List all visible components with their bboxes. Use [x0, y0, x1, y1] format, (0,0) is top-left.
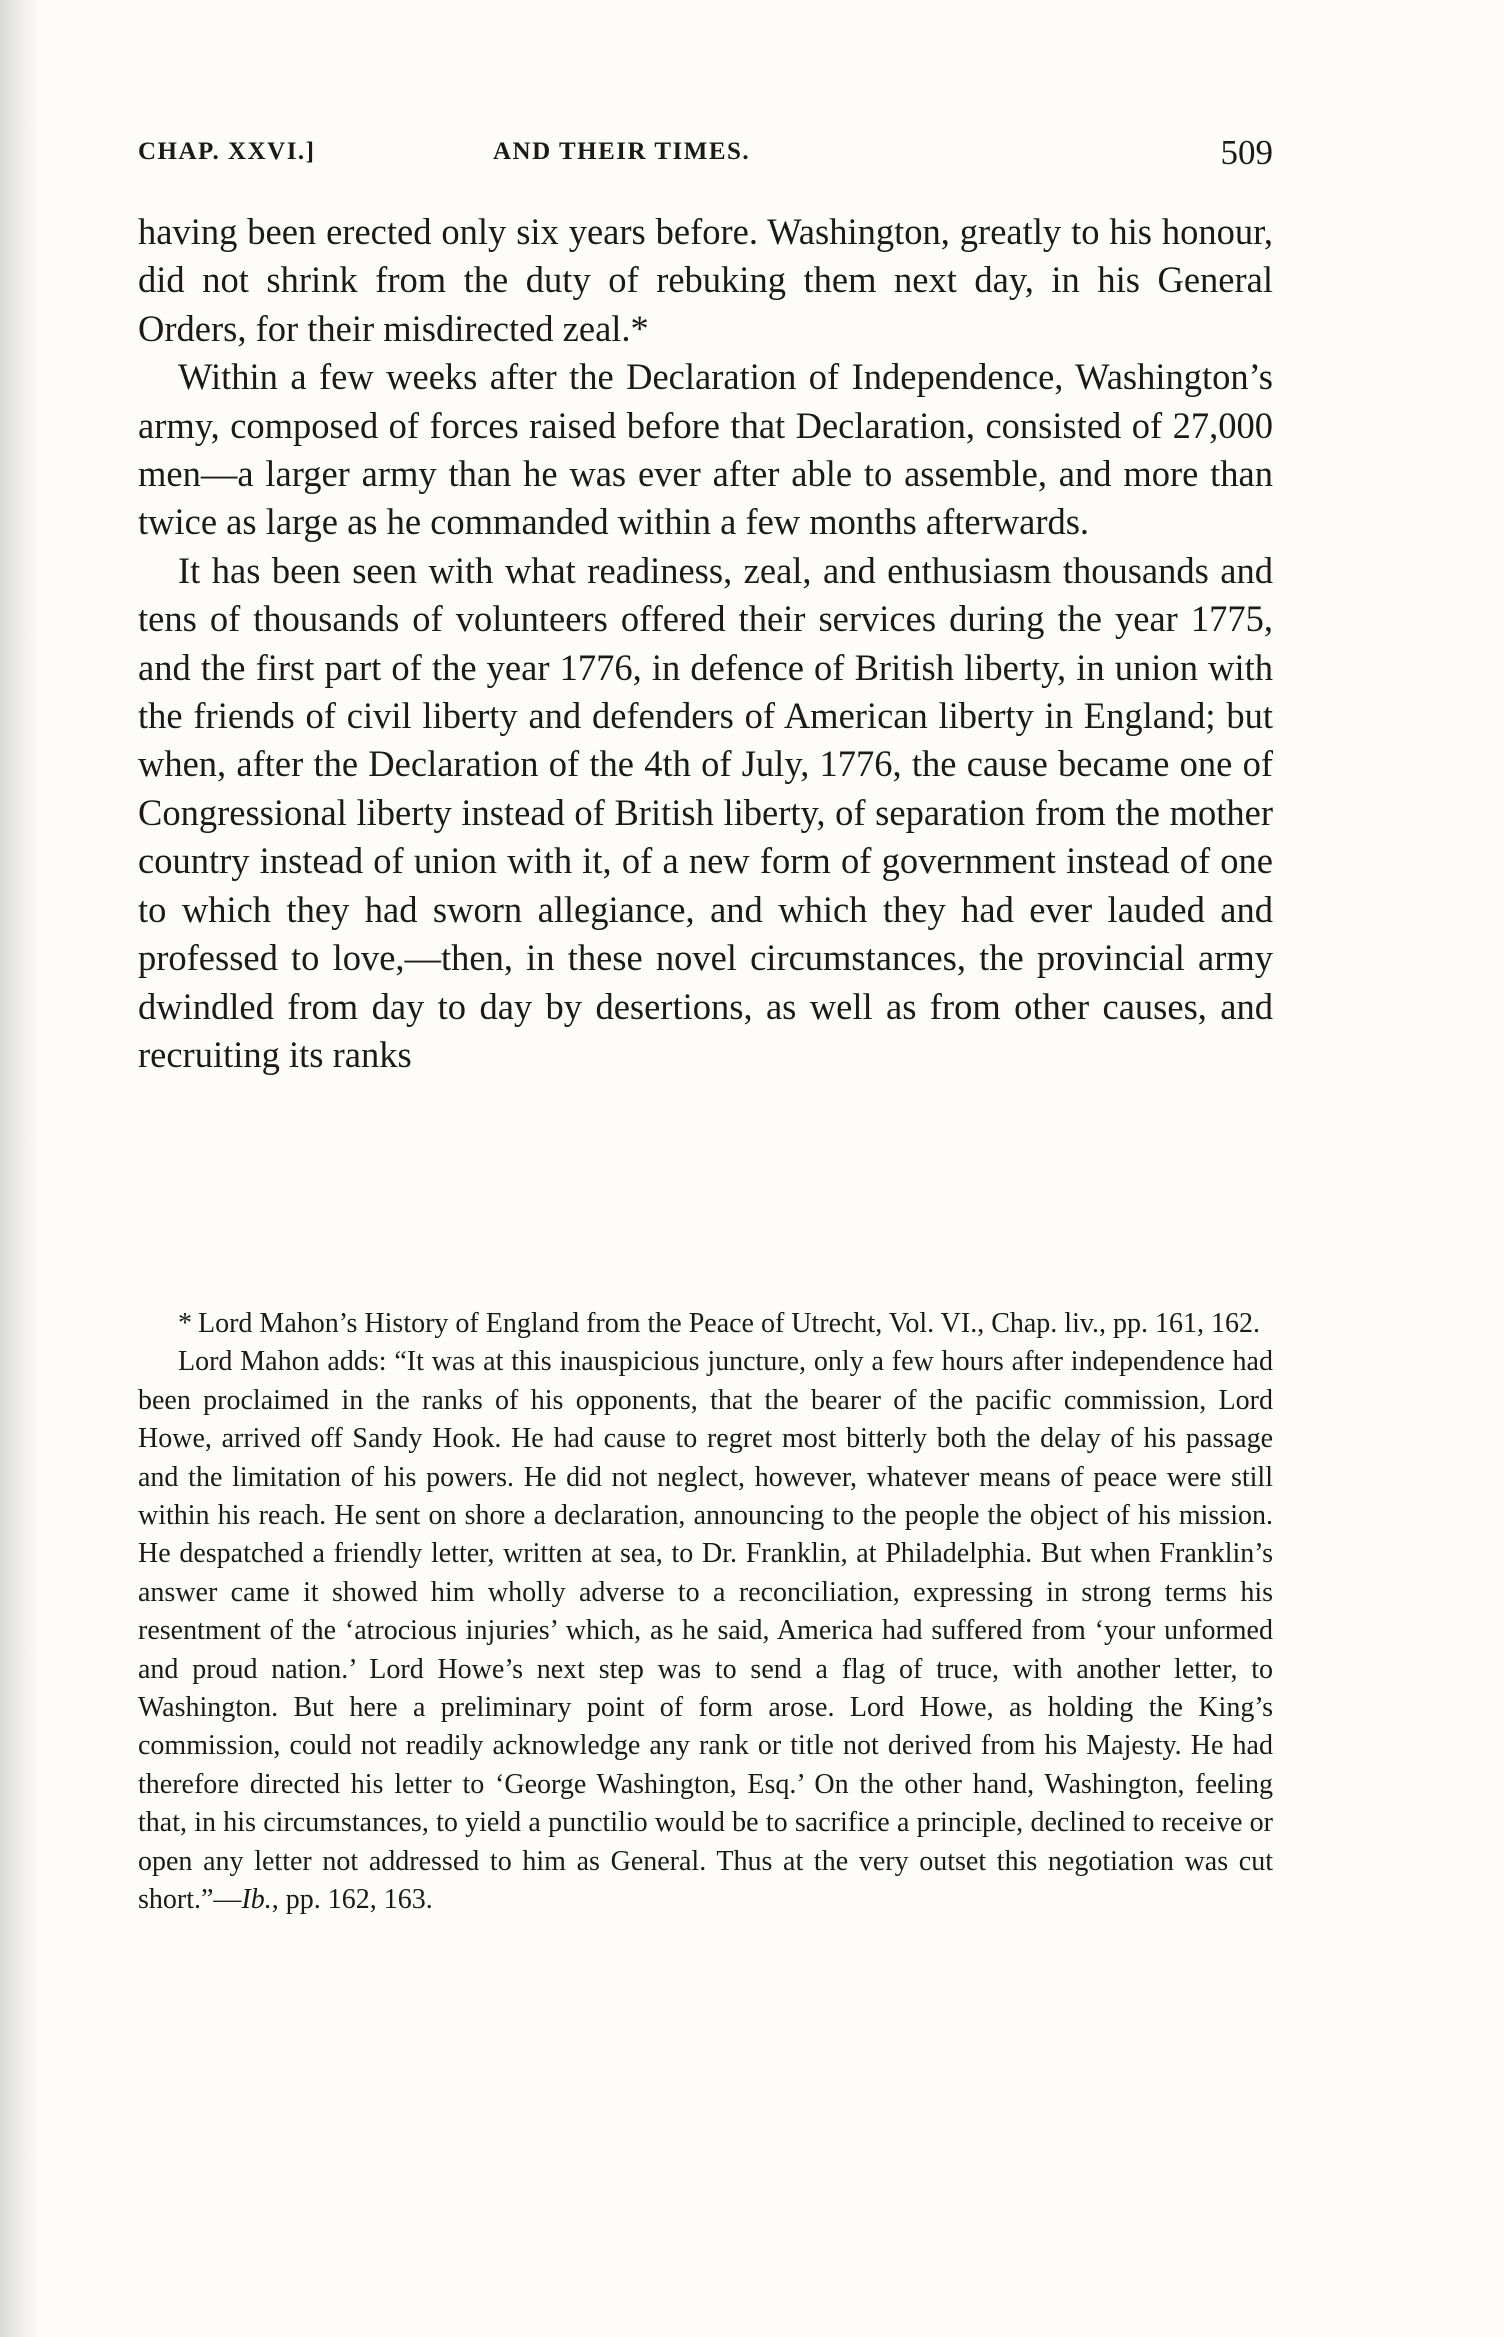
footnote-1-text: Lord Mahon’s History of England from the Peace of Utrecht, Vol. VI., Chap. liv., pp. 161, 162. — [198, 1308, 1261, 1339]
book-page — [138, 0, 1273, 2337]
running-title: AND THEIR TIMES. — [493, 138, 751, 165]
page-edge-shadow — [0, 0, 40, 2337]
footnote-2 — [138, 1343, 1273, 1919]
footnote-2-pages: , pp. 162, 163. — [271, 1884, 433, 1916]
chapter-label: CHAP. XXVI.] — [138, 138, 316, 165]
running-head — [138, 133, 1273, 178]
footnote-marker: * — [178, 1308, 192, 1339]
page-number: 509 — [1220, 133, 1273, 172]
paragraph-volunteers: It has been seen with what readiness, zeal, and enthusiasm thousands and tens of thousands of volunteers offered their services during the year 1775, and the first part of the year 1776, in defence of British liberty, in union with the friends of civil liberty and defenders of American liberty in England; but when, after the Declaration of the 4th of July, 1776, the cause became one of Congressional liberty instead of British liberty, of separation from the mother country instead of union with it, of a new form of government instead of one to which they had sworn allegiance, and which they had ever lauded and professed to love,—then, in these novel circumstances, the provincial army dwindled from day to day by desertions, as well as from other causes, and recruiting its ranks — [138, 549, 1273, 1075]
main-text — [138, 208, 1273, 1079]
paragraph-army: Within a few weeks after the Declaration of Independence, Washington’s army, composed of forces raised before that Declaration, consisted of 27,000 men—a larger army than he was ever after able to assemble, and more than twice as large as he commanded within a few months afterwards. — [138, 356, 1273, 543]
footnote-1 — [138, 1305, 1273, 1343]
footnote-2-text: Lord Mahon adds: “It was at this inauspicious juncture, only a few hours after independence had been proclaimed in the ranks of his opponents, that the bearer of the pacific commission, Lord Howe, arrived off Sandy Hook. He had cause to regret most bitterly both the delay of his passage and the limitation of his powers. He did not neglect, however, whatever means of peace were still within his reach. He sent on shore a declaration, announcing to the people the object of his mission. He despatched a friendly letter, written at sea, to Dr. Franklin, at Philadelphia. But when Franklin’s answer came it showed him wholly adverse to a reconciliation, expressing in strong terms his resentment of the ‘atrocious injuries’ which, as he said, America had suffered from ‘your unformed and proud nation.’ Lord Howe’s next step was to send a flag of truce, with another letter, to Washington. But here a preliminary point of form arose. Lord Howe, as holding the King’s commission, could not readily acknowledge any rank or title not derived from his Majesty. He had therefore directed his letter to ‘George Washington, Esq.’ On the other hand, Washington, feeling that, in his circumstances, to yield a punctilio would be to sacrifice a principle, declined to receive or open any letter not addressed to him as General. Thus at the very outset this negotiation was cut short.”— — [138, 1346, 1273, 1916]
paragraph-continued: having been erected only six years before. Washington, greatly to his honour, did not shrink from the duty of rebuking them next day, in his General Orders, for their misdirected zeal.* — [138, 211, 1273, 349]
footnote-2-ibid: Ib. — [241, 1884, 272, 1916]
footnotes — [138, 1305, 1273, 1920]
